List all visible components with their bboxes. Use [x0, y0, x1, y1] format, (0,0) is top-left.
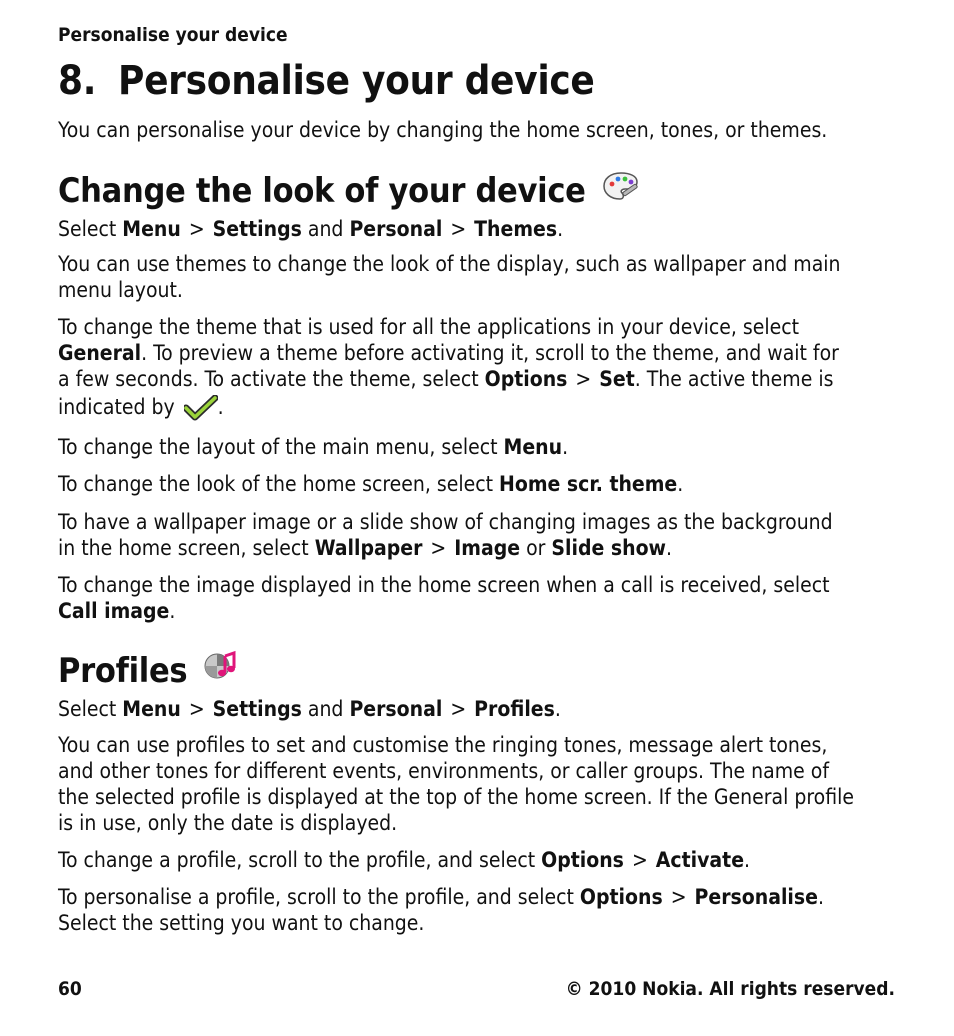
personal-label: Personal: [349, 217, 443, 241]
text-line: is in use, only the date is displayed.: [58, 811, 398, 835]
set-label: Set: [599, 367, 635, 391]
text-span: in the home screen, select: [58, 536, 309, 560]
separator: >: [188, 217, 205, 241]
text-line: [58, 535, 833, 561]
general-label: General: [58, 341, 142, 365]
text-span: . The active theme is: [634, 367, 834, 391]
options-label: Options: [484, 367, 568, 391]
slide-show-label: Slide show: [551, 536, 667, 560]
text-span: To change the look of the home screen, select: [58, 472, 494, 496]
themes-paragraph-2: [58, 314, 839, 427]
text-line: Select the setting you want to change.: [58, 911, 425, 935]
intro-paragraph: You can personalise your device by changing the home screen, tones, or themes.: [58, 118, 828, 142]
text-line: [58, 366, 839, 392]
profiles-paragraph-3: [58, 884, 824, 936]
period: .: [562, 435, 569, 459]
text-line: You can use profiles to set and customise the ringing tones, message alert tones,: [58, 733, 828, 757]
section-heading-profiles: [58, 650, 239, 691]
options-label: Options: [541, 848, 624, 872]
call-image-label: Call image: [58, 599, 170, 623]
chapter-title-text: Personalise your device: [118, 58, 595, 104]
text-line: To have a wallpaper image or a slide show of changing images as the background: [58, 510, 833, 534]
separator: >: [631, 848, 648, 872]
text-span: To change a profile, scroll to the profile, and select: [58, 848, 536, 872]
menu-label: Menu: [122, 217, 181, 241]
themes-label: Themes: [474, 217, 558, 241]
separator: >: [670, 885, 687, 909]
period: .: [169, 599, 176, 623]
text-line: To change the theme that is used for all the applications in your device, select: [58, 315, 800, 339]
personal-label: Personal: [349, 697, 443, 721]
home-scr-theme-label: Home scr. theme: [499, 472, 678, 496]
text-line: [58, 598, 830, 624]
select-text: Select: [58, 697, 117, 721]
running-header: Personalise your device: [58, 24, 288, 46]
page-number: 60: [58, 978, 82, 1000]
activate-label: Activate: [655, 848, 745, 872]
text-span: a few seconds. To activate the theme, select: [58, 367, 479, 391]
text-line: To change the image displayed in the home screen when a call is received, select: [58, 573, 830, 597]
text-span: To change the layout of the main menu, select: [58, 435, 498, 459]
settings-label: Settings: [212, 697, 302, 721]
chapter-number: 8.: [58, 58, 97, 104]
themes-select-path: [58, 216, 563, 242]
profiles-label: Profiles: [474, 697, 555, 721]
separator: >: [450, 697, 467, 721]
text-span: or: [526, 536, 546, 560]
profiles-icon: [203, 650, 239, 691]
text-line: [58, 340, 839, 366]
period: .: [677, 472, 684, 496]
themes-paragraph-6: [58, 572, 830, 624]
select-text: Select: [58, 217, 117, 241]
separator: >: [450, 217, 467, 241]
profiles-paragraph-2: [58, 847, 750, 873]
themes-paragraph-3: [58, 434, 568, 460]
section-heading-themes-text: Change the look of your device: [58, 170, 586, 211]
menu-label: Menu: [122, 697, 181, 721]
and-text: and: [307, 697, 344, 721]
palette-icon: [602, 170, 640, 211]
period: .: [554, 697, 561, 721]
period: .: [557, 217, 564, 241]
separator: >: [575, 367, 592, 391]
text-span: . To preview a theme before activating it, scroll to the theme, and wait for: [141, 341, 839, 365]
profiles-select-path: [58, 696, 561, 722]
text-span: To personalise a profile, scroll to the profile, and select: [58, 885, 574, 909]
settings-label: Settings: [212, 217, 302, 241]
text-span: indicated by: [58, 395, 175, 419]
wallpaper-label: Wallpaper: [314, 536, 423, 560]
copyright-notice: © 2010 Nokia. All rights reserved.: [565, 978, 895, 1000]
text-line: [58, 394, 839, 427]
period: .: [666, 536, 673, 560]
separator: >: [188, 697, 205, 721]
image-label: Image: [454, 536, 521, 560]
text-line: [58, 884, 824, 910]
period: .: [817, 885, 824, 909]
period: .: [217, 395, 224, 419]
themes-paragraph-4: [58, 471, 683, 497]
options-label: Options: [579, 885, 663, 909]
menu-label: Menu: [503, 435, 563, 459]
profiles-paragraph-1: [58, 732, 854, 836]
themes-paragraph-5: [58, 509, 833, 561]
and-text: and: [307, 217, 344, 241]
section-heading-themes: [58, 170, 640, 211]
personalise-label: Personalise: [694, 885, 818, 909]
period: .: [744, 848, 751, 872]
text-line: You can use themes to change the look of the display, such as wallpaper and main: [58, 252, 841, 276]
text-line: and other tones for different events, environments, or caller groups. The name of: [58, 759, 829, 783]
separator: >: [430, 536, 447, 560]
text-line: the selected profile is displayed at the top of the home screen. If the General profile: [58, 785, 855, 809]
chapter-title: [58, 58, 594, 104]
themes-paragraph-1: [58, 251, 841, 303]
checkmark-icon: [184, 395, 218, 427]
section-heading-profiles-text: Profiles: [58, 650, 188, 691]
text-line: menu layout.: [58, 278, 183, 302]
